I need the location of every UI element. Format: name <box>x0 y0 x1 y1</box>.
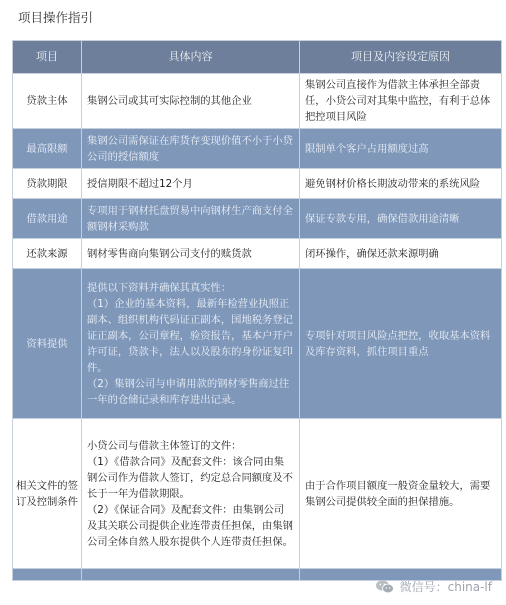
row-content: 提供以下资料并确保其真实性： （1）企业的基本资料，最新年检营业执照正副本、组织机构代码证正副本，国地税务登记证正副本，公司章程，验资报告，基本户开户许可证，贷款卡，法人以及股东的身份证复印件。 （2）集钢公司与申请用款的钢材零售商过往一年的仓储记录和库存进出记录。 <box>82 269 300 419</box>
row-end-cell <box>82 569 300 581</box>
row-item: 资料提供 <box>13 269 82 419</box>
row-item: 借款用途 <box>13 199 82 239</box>
table-row <box>13 269 502 419</box>
row-reason: 专项针对项目风险点把控，收取基本资料及库存资料，抓住项目重点 <box>300 269 502 419</box>
row-item: 最高限额 <box>13 129 82 169</box>
row-reason: 限制单个客户占用额度过高 <box>300 129 502 169</box>
table-row <box>13 239 502 269</box>
row-item: 还款来源 <box>13 239 82 269</box>
row-item: 相关文件的签订及控制条件 <box>13 419 82 569</box>
row-reason: 由于合作项目额度一般资金量较大，需要集钢公司提供较全面的担保措施。 <box>300 419 502 569</box>
guide-table <box>12 40 502 581</box>
row-content: 授信期限不超过12个月 <box>82 169 300 199</box>
table-row <box>13 74 502 129</box>
table-row <box>13 199 502 239</box>
header-content: 具体内容 <box>82 41 300 74</box>
wechat-icon <box>375 579 395 595</box>
row-reason: 集钢公司直接作为借款主体承担全部责任，小贷公司对其集中监控，有利于总体把控项目风险 <box>300 74 502 129</box>
watermark-text: 微信号：china-lf <box>399 580 492 594</box>
row-content: 集钢公司需保证在库货存变现价值不小于小贷公司的授信额度 <box>82 129 300 169</box>
row-reason: 避免钢材价格长期波动带来的系统风险 <box>300 169 502 199</box>
row-item: 贷款主体 <box>13 74 82 129</box>
table-row <box>13 169 502 199</box>
row-content: 钢材零售商向集钢公司支付的赎货款 <box>82 239 300 269</box>
row-content: 小贷公司与借款主体签订的文件： （1）《借款合同》及配套文件：该合同由集钢公司作为借款人签订，约定总合同额度及不长于一年为借款期限。 （2）《保证合同》及配套文件：由集钢公司及其关联公司提供企业连带责任担保，由集钢公司全体自然人股东提供个人连带责任担保。 <box>82 419 300 569</box>
table-row <box>13 129 502 169</box>
table-row <box>13 419 502 569</box>
table-header-row <box>13 41 502 74</box>
header-reason: 项目及内容设定原因 <box>300 41 502 74</box>
row-reason: 闭环操作，确保还款来源明确 <box>300 239 502 269</box>
header-item: 项目 <box>13 41 82 74</box>
row-item: 贷款期限 <box>13 169 82 199</box>
row-reason: 保证专款专用，确保借款用途清晰 <box>300 199 502 239</box>
row-end-cell <box>13 569 82 581</box>
row-content: 专项用于钢材托盘贸易中向钢材生产商支付全额钢材采购款 <box>82 199 300 239</box>
page-title: 项目操作指引 <box>18 10 94 25</box>
watermark <box>375 578 492 595</box>
row-content: 集钢公司或其可实际控制的其他企业 <box>82 74 300 129</box>
